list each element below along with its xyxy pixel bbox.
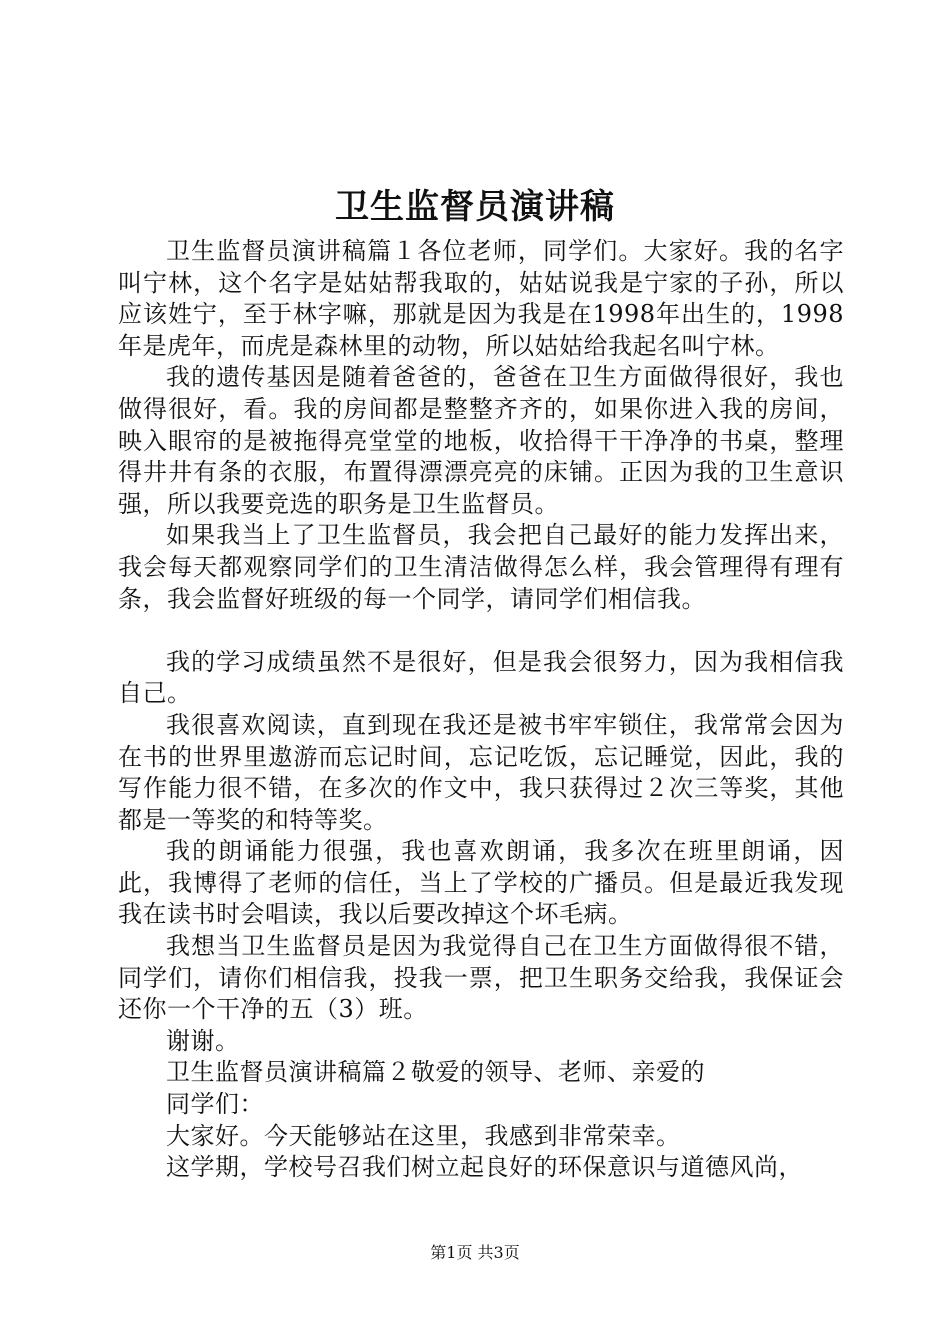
paragraph: 卫生监督员演讲稿篇２敬爱的领导、老师、亲爱的	[166, 1058, 705, 1087]
paragraph: 我想当卫生监督员是因为我觉得自己在卫生方面做得很不错，同学们，请你们相信我，投我一票，把卫生职务交给我，我保证会还你一个干净的五（3）班。	[118, 932, 844, 1024]
document-body	[118, 236, 844, 1184]
paragraph: 谢谢。	[166, 1026, 240, 1055]
paragraph: 这学期，学校号召我们树立起良好的环保意识与道德风尚，	[166, 1153, 803, 1182]
paragraph: 我的遗传基因是随着爸爸的，爸爸在卫生方面做得很好，我也做得很好，看。我的房间都是整整齐齐的，如果你进入我的房间，映入眼帘的是被拖得亮堂堂的地板，收拾得干干净净的书桌，整理得井井有条的衣服，布置得漂漂亮亮的床铺。正因为我的卫生意识强，所以我要竞选的职务是卫生监督员。	[118, 363, 844, 518]
blank-line	[118, 615, 844, 647]
paragraph: 我的朗诵能力很强，我也喜欢朗诵，我多次在班里朗诵，因此，我博得了老师的信任，当上了学校的广播员。但是最近我发现我在读书时会唱读，我以后要改掉这个坏毛病。	[118, 837, 844, 929]
paragraph: 我的学习成绩虽然不是很好，但是我会很努力，因为我相信我自己。	[118, 647, 844, 708]
paragraph: 我很喜欢阅读，直到现在我还是被书牢牢锁住，我常常会因为在书的世界里遨游而忘记时间，忘记吃饭，忘记睡觉，因此，我的写作能力很不错，在多次的作文中，我只获得过２次三等奖，其他都是一等奖的和特等奖。	[118, 710, 844, 834]
paragraph: 大家好。今天能够站在这里，我感到非常荣幸。	[166, 1121, 681, 1150]
paragraph: 卫生监督员演讲稿篇１各位老师，同学们。大家好。我的名字叫宁林，这个名字是姑姑帮我取的，姑姑说我是宁家的子孙，所以应该姓宁，至于林字嘛，那就是因为我是在1998年出生的，1998年是虎年，而虎是森林里的动物，所以姑姑给我起名叫宁林。	[118, 237, 844, 360]
paragraph: 同学们：	[166, 1090, 264, 1119]
page-footer: 第1页 共3页	[430, 1243, 520, 1262]
document-title: 卫生监督员演讲稿	[335, 187, 615, 227]
paragraph: 如果我当上了卫生监督员，我会把自己最好的能力发挥出来，我会每天都观察同学们的卫生清洁做得怎么样，我会管理得有理有条，我会监督好班级的每一个同学，请同学们相信我。	[118, 521, 844, 613]
